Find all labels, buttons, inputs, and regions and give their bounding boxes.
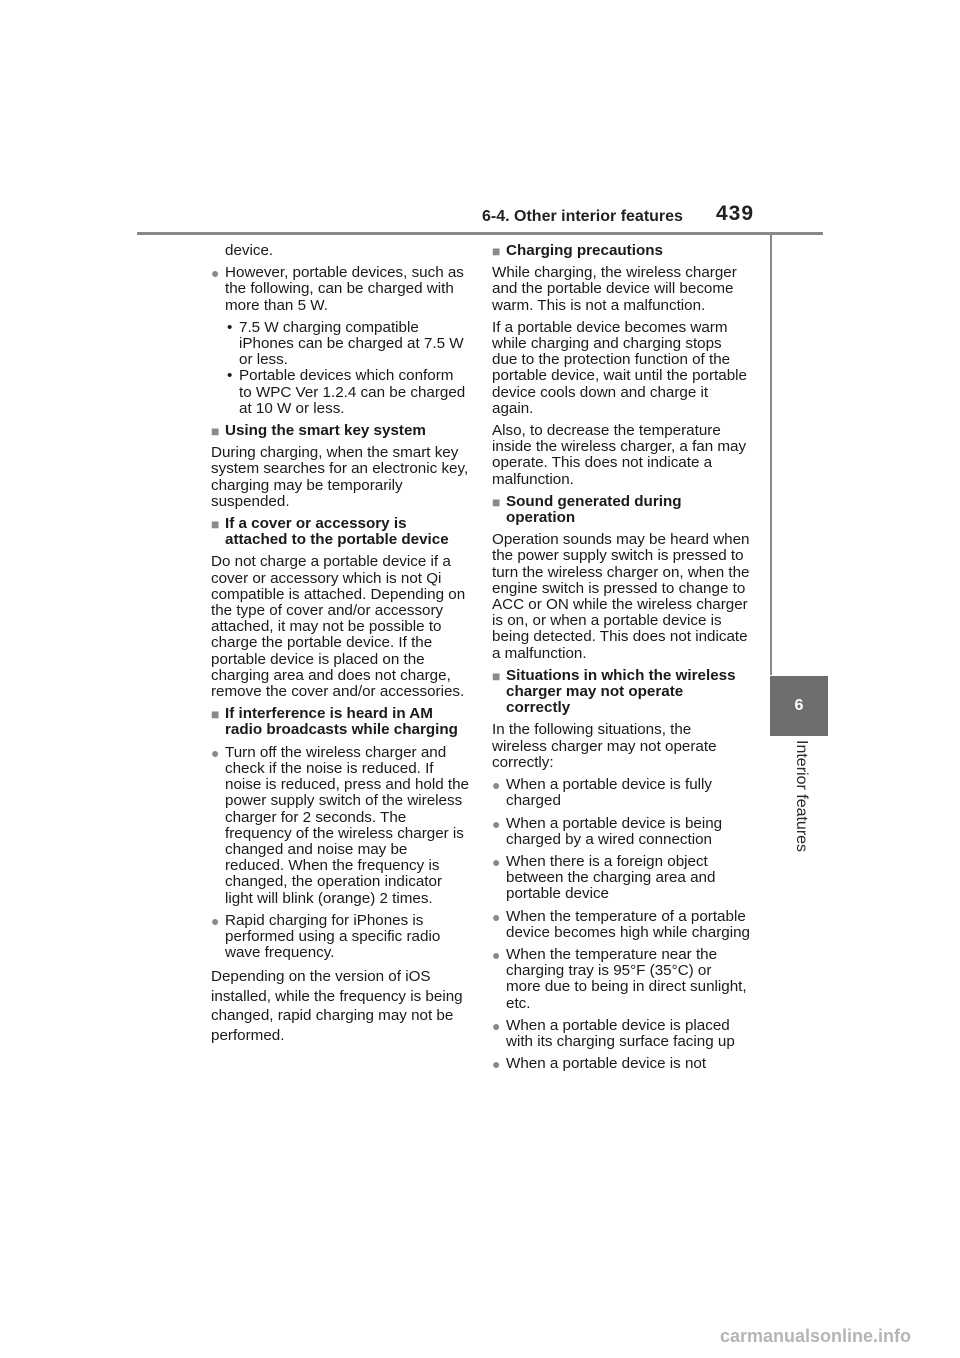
paragraph: During charging, when the smart key system searches for an electronic key, charging may be temporarily suspended.	[211, 444, 469, 510]
bullet-icon: ●	[492, 1056, 501, 1073]
bullet-item: ● Turn off the wireless charger and check if the noise is reduced. If noise is reduced, press and hold the power supply switch of the wireless charger for 2 seconds. The frequency of the wireless charger is changed and noise may be reduced. When the frequency is changed, the operation indicator light will blink (orange) 2 times.	[211, 743, 470, 907]
subheading: ■ Situations in which the wireless charger may not operate correctly	[492, 666, 736, 717]
bullet-item: ● Rapid charging for iPhones is performed using a specific radio wave frequency.	[211, 911, 441, 962]
paragraph: If a portable device becomes warm while charging and charging stops due to the protection function of the portable device, wait until the portable device cools down and charge it again.	[492, 318, 747, 417]
bullet-icon: ●	[211, 912, 220, 929]
bullet-icon: ●	[211, 744, 220, 761]
left-column	[211, 243, 469, 1051]
subheading: ■ If interference is heard in AM radio broadcasts while charging	[211, 705, 458, 739]
subheading: ■ If a cover or accessory is attached to the portable device	[211, 515, 449, 549]
square-icon: ■	[211, 423, 220, 440]
dot-icon: •	[227, 367, 233, 385]
subheading: ■ Charging precautions	[492, 242, 663, 259]
bullet-icon: ●	[211, 265, 220, 282]
continued-text: device.	[225, 242, 274, 259]
header-rule	[137, 232, 823, 235]
sub-list-item: • 7.5 W charging compatible iPhones can be charged at 7.5 W or less.	[227, 318, 464, 369]
square-icon: ■	[492, 667, 501, 684]
paragraph: Depending on the version of iOS installed, while the frequency is being changed, rapid charging may not be performed.	[211, 968, 463, 1044]
paragraph: Also, to decrease the temperature inside the wireless charger, a fan may operate. This does not indicate a malfunction.	[492, 422, 747, 488]
bullet-item: ● When the temperature near the charging tray is 95°F (35°C) or more due to being in direct sunlight, etc.	[492, 945, 747, 1012]
bullet-item: ● When a portable device is not	[492, 1055, 707, 1073]
sub-list	[225, 320, 469, 417]
section-title: 6-4. Other interior features	[482, 208, 683, 225]
bullet-icon: ●	[492, 908, 501, 925]
subheading: ■ Using the smart key system	[211, 422, 426, 440]
bullet-item: ● When a portable device is fully charged	[492, 776, 712, 810]
chapter-label: Interior features	[793, 740, 810, 853]
square-icon: ■	[492, 493, 501, 510]
bullet-item: ● When the temperature of a portable device becomes high while charging	[492, 907, 750, 941]
page-number: 439	[716, 202, 755, 225]
dot-icon: •	[227, 318, 233, 336]
bullet-item: ● When a portable device is placed with its charging surface facing up	[492, 1016, 735, 1050]
bullet-icon: ●	[492, 777, 501, 794]
bullet-icon: ●	[492, 853, 501, 870]
bullet-icon: ●	[492, 1017, 501, 1034]
chapter-tab: 6	[770, 676, 828, 736]
watermark: carmanualsonline.info	[720, 1326, 912, 1346]
paragraph: In the following situations, the wireless charger may not operate correctly:	[492, 721, 717, 771]
right-column	[492, 243, 750, 1078]
bullet-icon: ●	[492, 946, 501, 963]
square-icon: ■	[492, 243, 501, 259]
bullet-item: ● However, portable devices, such as the following, can be charged with more than 5 W.	[211, 264, 464, 314]
bullet-item: ● When there is a foreign object between the charging area and portable device	[492, 852, 716, 903]
side-rule	[770, 235, 772, 675]
paragraph: While charging, the wireless charger and the portable device will become warm. This is not a malfunction.	[492, 264, 737, 314]
square-icon: ■	[211, 706, 220, 723]
paragraph: Do not charge a portable device if a cover or accessory which is not Qi compatible is attached. Depending on the type of cover and/or accessory attached, it may not be possible to charge the portable device. If the portable device is placed on the charging area and does not charge, remove the cover and/or accessories.	[211, 553, 466, 701]
paragraph: Operation sounds may be heard when the power supply switch is pressed to turn the wireless charger on, when the engine switch is pressed to change to ACC or ON while the wireless charger is on, or when a portable device is being detected. This does not indicate a malfunction.	[492, 531, 750, 662]
subheading: ■ Sound generated during operation	[492, 492, 682, 527]
bullet-icon: ●	[492, 815, 501, 832]
bullet-item: ● When a portable device is being charged by a wired connection	[492, 814, 723, 848]
sub-list-item: • Portable devices which conform to WPC Ver 1.2.4 can be charged at 10 W or less.	[227, 367, 466, 417]
square-icon: ■	[211, 516, 220, 533]
